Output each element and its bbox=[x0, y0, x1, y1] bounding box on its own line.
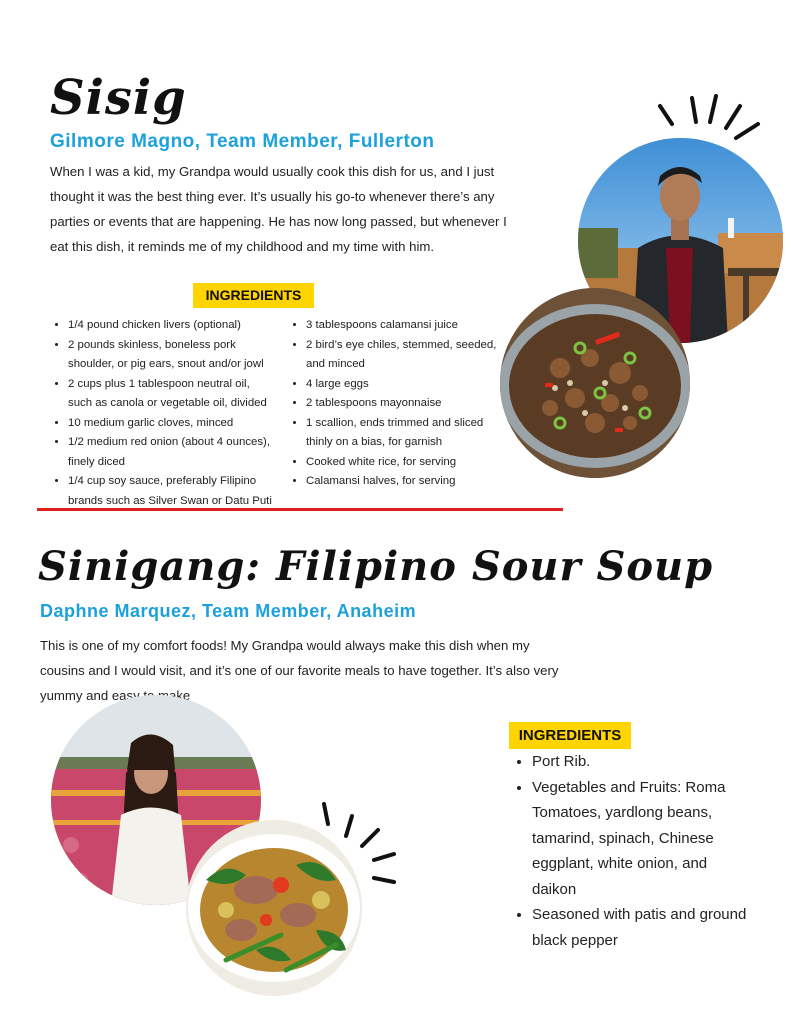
list-item: • Vegetables and Fruits: Roma Tomatoes, yardlong beans, tamarind, spinach, Chinese eggplant, white onion, and daikon bbox=[532, 775, 747, 903]
recipe2-story: This is one of my comfort foods! My Grandpa would always make this dish when my cousins and I would visit, and it’s one of our favorite meals to have together. It’s also very yummy and easy to make bbox=[40, 638, 559, 703]
list-item: • 1/4 cup soy sauce, preferably Filipino brands such as Silver Swan or Datu Puti bbox=[68, 472, 273, 511]
list-item: • 2 tablespoons mayonnaise bbox=[306, 394, 506, 414]
recipe1-author: Gilmore Magno, Team Member, Fullerton bbox=[50, 131, 435, 152]
recipe1-ingredients-left-list bbox=[50, 316, 273, 511]
list-item: • Seasoned with patis and ground black pepper bbox=[532, 902, 747, 953]
recipe1-story: When I was a kid, my Grandpa would usually cook this dish for us, and I just thought it was the best thing ever. It’s usually his go-to whenever there’s any parties or events that are happening. He has now long passed, but whenever I eat this dish, it reminds me of my childhood and my time with him. bbox=[50, 164, 507, 254]
list-item: • Port Rib. bbox=[532, 749, 747, 775]
list-item: • 2 cups plus 1 tablespoon neutral oil, such as canola or vegetable oil, divided bbox=[68, 375, 273, 414]
recipe2-author: Daphne Marquez, Team Member, Anaheim bbox=[40, 601, 417, 621]
list-item: • 2 bird’s eye chiles, stemmed, seeded, and minced bbox=[306, 336, 506, 375]
sparkle-accent-icon bbox=[312, 800, 402, 895]
recipe1-title: Sisig bbox=[50, 70, 187, 126]
list-item: • 2 pounds skinless, boneless pork shoulder, or pig ears, snout and/or jowl bbox=[68, 336, 273, 375]
recipe1-ingredients-label: INGREDIENTS bbox=[193, 283, 314, 308]
section-divider bbox=[37, 508, 563, 511]
list-item: • Cooked white rice, for serving bbox=[306, 453, 506, 473]
sparkle-accent-icon bbox=[652, 94, 762, 154]
sisig-dish-image bbox=[500, 288, 690, 478]
list-item: • 10 medium garlic cloves, minced bbox=[68, 414, 273, 434]
recipe1-ingredients-right-list bbox=[288, 316, 506, 492]
list-item: • Calamansi halves, for serving bbox=[306, 472, 506, 492]
recipe2-ingredients-list bbox=[514, 749, 747, 953]
list-item: • 1 scallion, ends trimmed and sliced thinly on a bias, for garnish bbox=[306, 414, 506, 453]
recipe2-title: Sinigang: Filipino Sour Soup bbox=[38, 543, 714, 590]
list-item: • 3 tablespoons calamansi juice bbox=[306, 316, 506, 336]
list-item: • 4 large eggs bbox=[306, 375, 506, 395]
list-item: • 1/2 medium red onion (about 4 ounces), finely diced bbox=[68, 433, 273, 472]
recipe1-dish-photo bbox=[500, 288, 690, 478]
list-item: • 1/4 pound chicken livers (optional) bbox=[68, 316, 273, 336]
recipe2-ingredients-label: INGREDIENTS bbox=[509, 722, 631, 749]
